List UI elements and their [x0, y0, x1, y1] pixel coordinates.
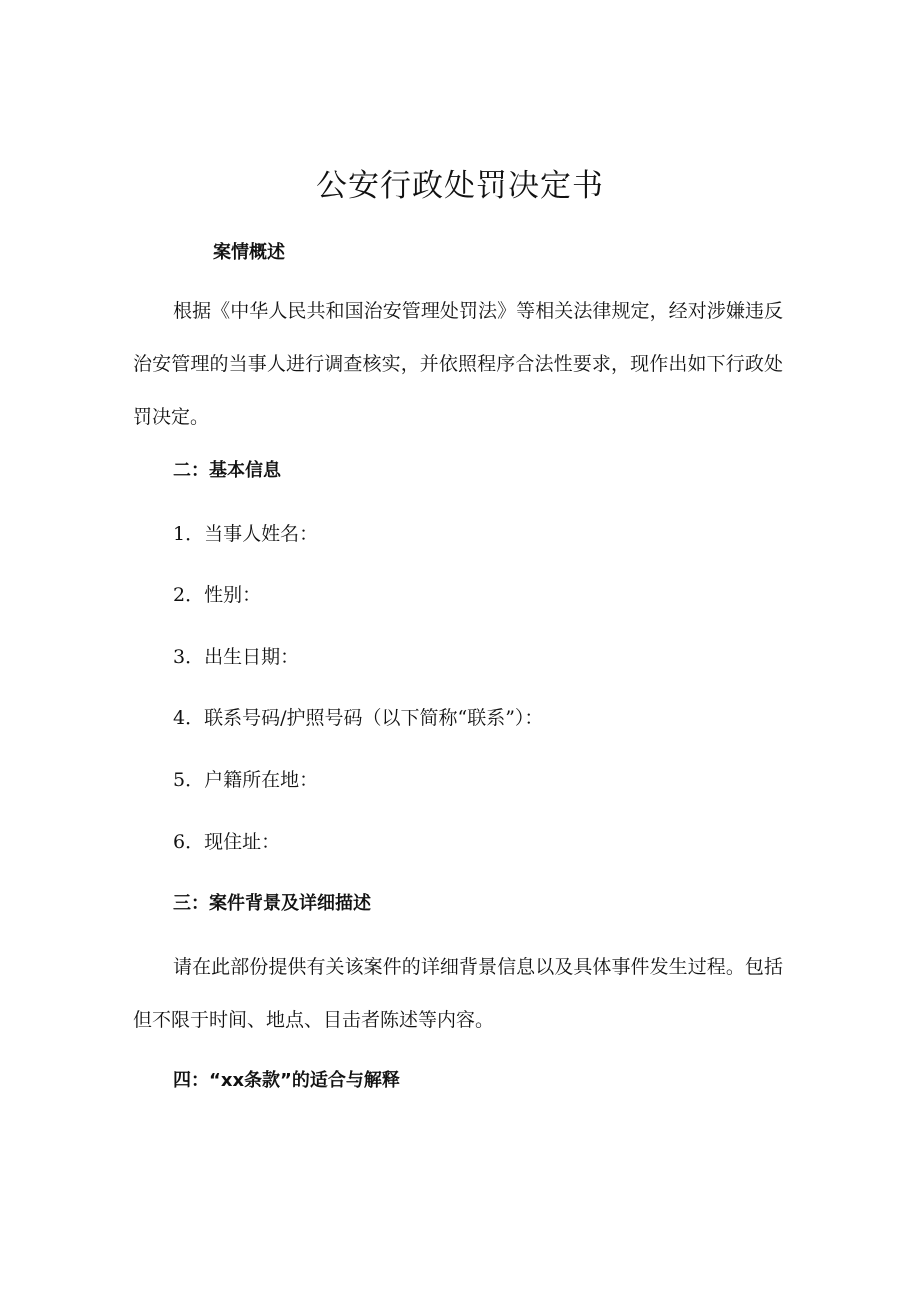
basic-info-item-address: 6．现住址：: [173, 831, 281, 853]
section-overview-body: 根据《中华人民共和国治安管理处罚法》等相关法律规定，经对涉嫌违反治安管理的当事人进行调查核实，并依照程序合法性要求，现作出如下行政处罚决定。: [133, 300, 783, 428]
basic-info-item-name: 1．当事人姓名：: [173, 523, 319, 545]
basic-info-item-household: 5．户籍所在地：: [173, 769, 319, 791]
section-clause-heading: 四：“xx条款”的适合与解释: [173, 1070, 400, 1091]
basic-info-item-gender: 2．性别：: [173, 584, 262, 606]
basic-info-item-birthdate: 3．出生日期：: [173, 646, 300, 668]
section-background-heading: 三：案件背景及详细描述: [173, 893, 371, 914]
section-background-body: 请在此部份提供有关该案件的详细背景信息以及具体事件发生过程。包括但不限于时间、地点、目击者陈述等内容。: [133, 956, 783, 1031]
document-title: 公安行政处罚决定书: [316, 168, 604, 204]
section-overview-heading: 案情概述: [213, 242, 285, 263]
basic-info-item-contact: 4．联系号码/护照号码（以下简称“联系”）：: [173, 707, 544, 729]
section-basic-info-heading: 二：基本信息: [173, 460, 281, 481]
